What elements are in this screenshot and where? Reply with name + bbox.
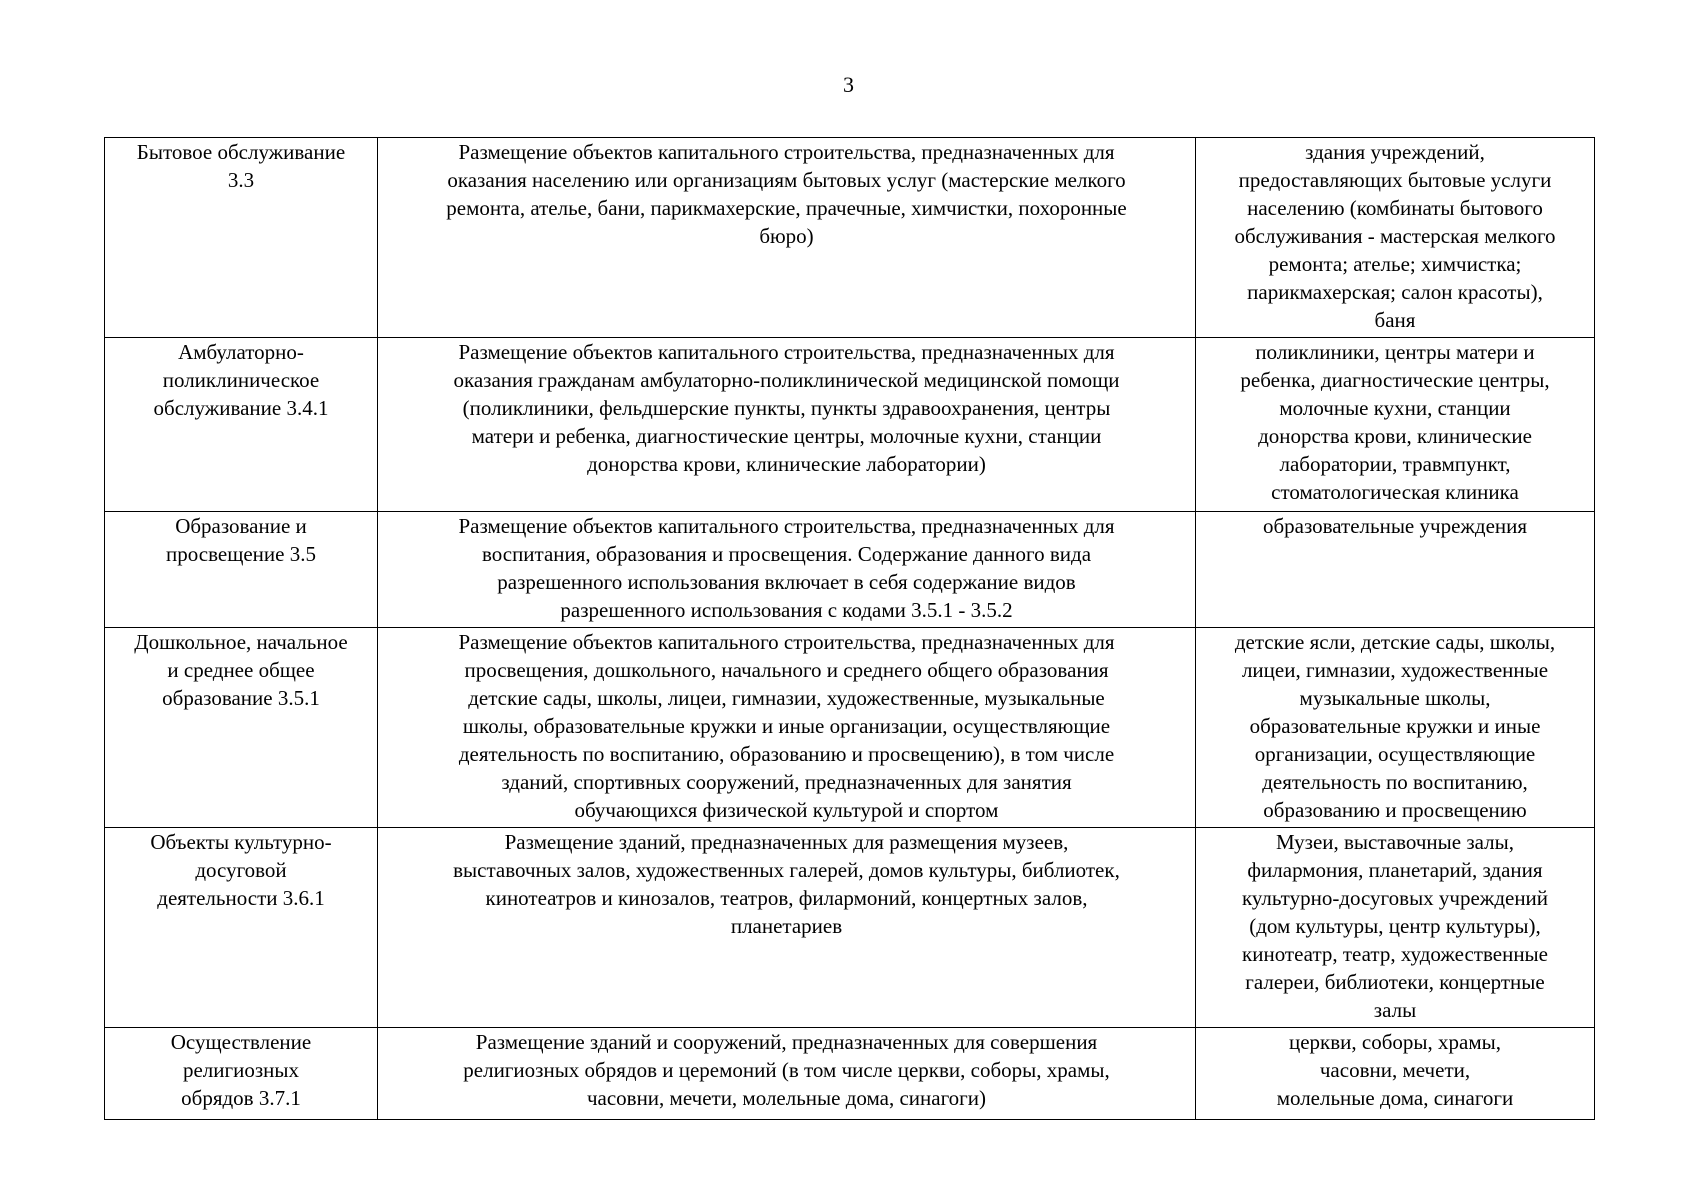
table-row <box>105 1028 1595 1120</box>
table-row <box>105 828 1595 1028</box>
page-number: 3 <box>843 72 854 97</box>
use-type-name-cell: Осуществление религиозных обрядов 3.7.1 <box>105 1028 378 1120</box>
permitted-objects-cell: здания учреждений, предоставляющих бытовые услуги населению (комбинаты бытового обслуживания - мастерская мелкого ремонта; ателье; химчистка; парикмахерская; салон красоты), баня <box>1196 138 1595 338</box>
land-use-table <box>104 137 1595 1120</box>
permitted-objects-cell: детские ясли, детские сады, школы, лицеи, гимназии, художественные музыкальные школы, образовательные кружки и иные организации, осуществляющие деятельность по воспитанию, образованию и просвещению <box>1196 628 1595 828</box>
permitted-objects-cell: церкви, соборы, храмы, часовни, мечети, молельные дома, синагоги <box>1196 1028 1595 1120</box>
use-type-description-cell: Размещение объектов капитального строительства, предназначенных для просвещения, дошкольного, начального и среднего общего образования детские сады, школы, лицеи, гимназии, художественные, музыкальные школы, образовательные кружки и иные организации, осуществляющие деятельность по воспитанию, образованию и просвещению), в том числе зданий, спортивных сооружений, предназначенных для занятия обучающихся физической культурой и спортом <box>378 628 1196 828</box>
use-type-name-cell: Амбулаторно- поликлиническое обслуживание 3.4.1 <box>105 338 378 512</box>
table-row <box>105 628 1595 828</box>
permitted-objects-cell: Музеи, выставочные залы, филармония, планетарий, здания культурно-досуговых учреждений (дом культуры, центр культуры), кинотеатр, театр, художественные галереи, библиотеки, концертные залы <box>1196 828 1595 1028</box>
use-type-description-cell: Размещение объектов капитального строительства, предназначенных для воспитания, образования и просвещения. Содержание данного вида разрешенного использования включает в себя содержание видов разрешенного использования с кодами 3.5.1 - 3.5.2 <box>378 512 1196 628</box>
table-row <box>105 138 1595 338</box>
table-row <box>105 338 1595 512</box>
use-type-name-cell: Бытовое обслуживание 3.3 <box>105 138 378 338</box>
use-type-name-cell: Объекты культурно- досуговой деятельности 3.6.1 <box>105 828 378 1028</box>
use-type-name-cell: Образование и просвещение 3.5 <box>105 512 378 628</box>
use-type-description-cell: Размещение зданий, предназначенных для размещения музеев, выставочных залов, художественных галерей, домов культуры, библиотек, кинотеатров и кинозалов, театров, филармоний, концертных залов, планетариев <box>378 828 1196 1028</box>
use-type-description-cell: Размещение объектов капитального строительства, предназначенных для оказания гражданам амбулаторно-поликлинической медицинской помощи (поликлиники, фельдшерские пункты, пункты здравоохранения, центры матери и ребенка, диагностические центры, молочные кухни, станции донорства крови, клинические лаборатории) <box>378 338 1196 512</box>
use-type-description-cell: Размещение зданий и сооружений, предназначенных для совершения религиозных обрядов и церемоний (в том числе церкви, соборы, храмы, часовни, мечети, молельные дома, синагоги) <box>378 1028 1196 1120</box>
use-type-description-cell: Размещение объектов капитального строительства, предназначенных для оказания населению или организациям бытовых услуг (мастерские мелкого ремонта, ателье, бани, парикмахерские, прачечные, химчистки, похоронные бюро) <box>378 138 1196 338</box>
table-row <box>105 512 1595 628</box>
use-type-name-cell: Дошкольное, начальное и среднее общее образование 3.5.1 <box>105 628 378 828</box>
permitted-objects-cell: образовательные учреждения <box>1196 512 1595 628</box>
permitted-objects-cell: поликлиники, центры матери и ребенка, диагностические центры, молочные кухни, станции донорства крови, клинические лаборатории, травмпункт, стоматологическая клиника <box>1196 338 1595 512</box>
